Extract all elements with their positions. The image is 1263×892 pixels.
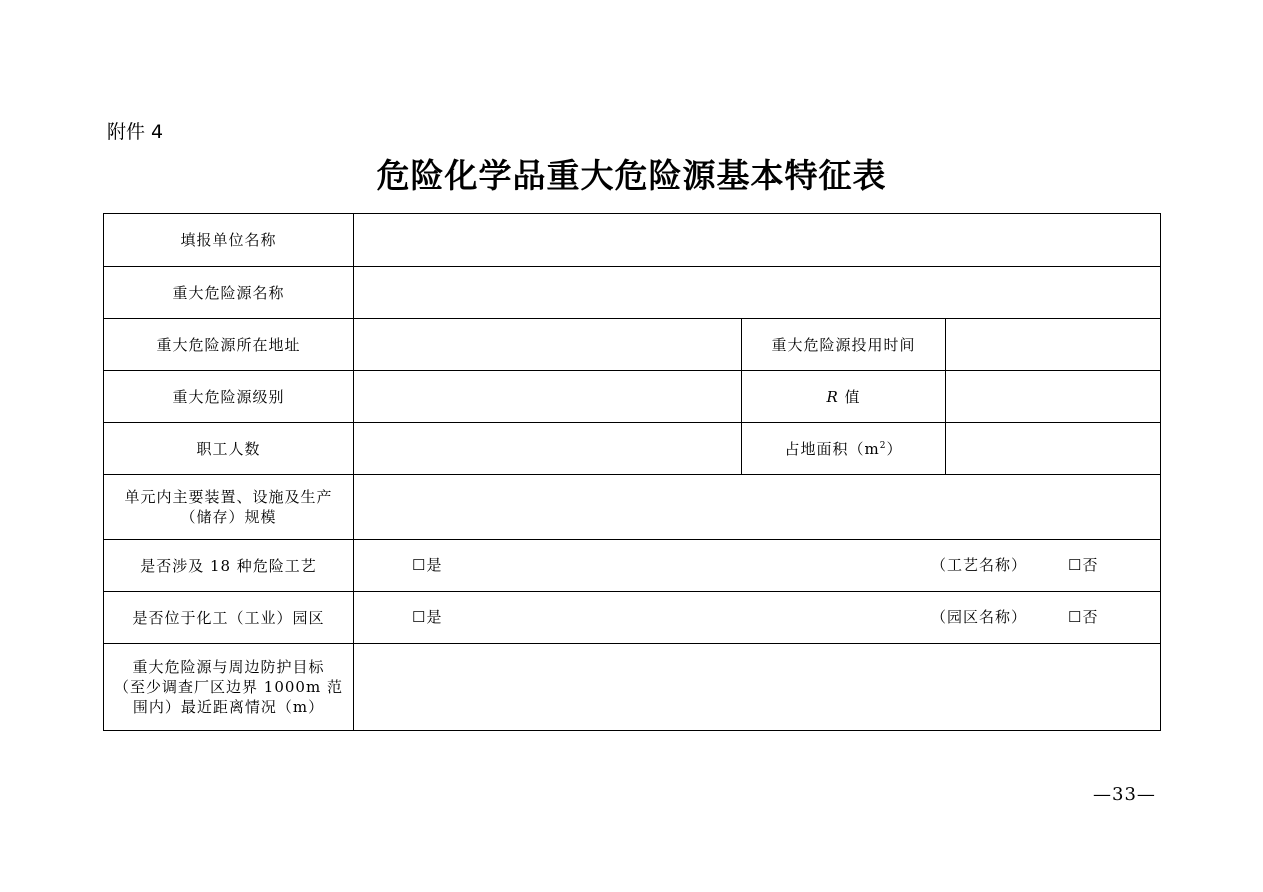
units-scale-line-1: 单元内主要装置、设施及生产 xyxy=(124,488,333,506)
page-number: —33— xyxy=(1093,784,1156,805)
table-row xyxy=(104,475,1161,540)
page-title: 危险化学品重大危险源基本特征表 xyxy=(376,156,887,195)
r-value-label xyxy=(742,371,946,423)
r-value-letter: R xyxy=(826,387,839,406)
reporting-unit-field[interactable] xyxy=(354,214,1161,267)
table-row xyxy=(104,592,1161,644)
distance-label xyxy=(104,644,354,731)
table-row xyxy=(104,423,1161,475)
address-label: 重大危险源所在地址 xyxy=(104,319,354,371)
process-options xyxy=(354,540,1161,592)
process-name-label: （工艺名称） xyxy=(931,556,1028,574)
distance-field[interactable] xyxy=(354,644,1161,731)
hazard-name-label: 重大危险源名称 xyxy=(104,267,354,319)
units-scale-line-2: （储存）规模 xyxy=(180,508,277,526)
area-label-sup: 2 xyxy=(879,440,887,451)
distance-line-1: 重大危险源与周边防护目标 xyxy=(132,658,325,676)
staff-count-field[interactable] xyxy=(354,423,742,475)
area-label xyxy=(742,423,946,475)
area-field[interactable] xyxy=(946,423,1161,475)
commission-time-label: 重大危险源投用时间 xyxy=(742,319,946,371)
park-question-label: 是否位于化工（工业）园区 xyxy=(104,592,354,644)
process-yes-checkbox[interactable]: ☐是 xyxy=(412,556,443,574)
units-scale-label xyxy=(104,475,354,540)
table-row xyxy=(104,371,1161,423)
level-field[interactable] xyxy=(354,371,742,423)
commission-time-field[interactable] xyxy=(946,319,1161,371)
attachment-label: 附件 4 xyxy=(107,121,164,143)
level-label: 重大危险源级别 xyxy=(104,371,354,423)
area-label-suffix: ） xyxy=(886,439,903,458)
units-scale-field[interactable] xyxy=(354,475,1161,540)
address-field[interactable] xyxy=(354,319,742,371)
hazard-feature-table xyxy=(103,213,1161,731)
table-row xyxy=(104,540,1161,592)
r-value-field[interactable] xyxy=(946,371,1161,423)
park-options xyxy=(354,592,1161,644)
table-row xyxy=(104,644,1161,731)
area-label-prefix: 占地面积（m xyxy=(784,439,880,458)
park-yes-checkbox[interactable]: ☐是 xyxy=(412,608,443,626)
reporting-unit-label: 填报单位名称 xyxy=(104,214,354,267)
distance-line-3: 围内）最近距离情况（m） xyxy=(132,698,325,716)
park-no-checkbox[interactable]: ☐否 xyxy=(1068,608,1099,626)
hazard-name-field[interactable] xyxy=(354,267,1161,319)
r-value-suffix: 值 xyxy=(838,387,861,406)
park-name-label: （园区名称） xyxy=(931,608,1028,626)
table-row xyxy=(104,214,1161,267)
table-row xyxy=(104,319,1161,371)
process-no-checkbox[interactable]: ☐否 xyxy=(1068,556,1099,574)
process-question-label: 是否涉及 18 种危险工艺 xyxy=(104,540,354,592)
table-row xyxy=(104,267,1161,319)
distance-line-2: （至少调查厂区边界 1000m 范 xyxy=(114,678,343,696)
staff-count-label: 职工人数 xyxy=(104,423,354,475)
